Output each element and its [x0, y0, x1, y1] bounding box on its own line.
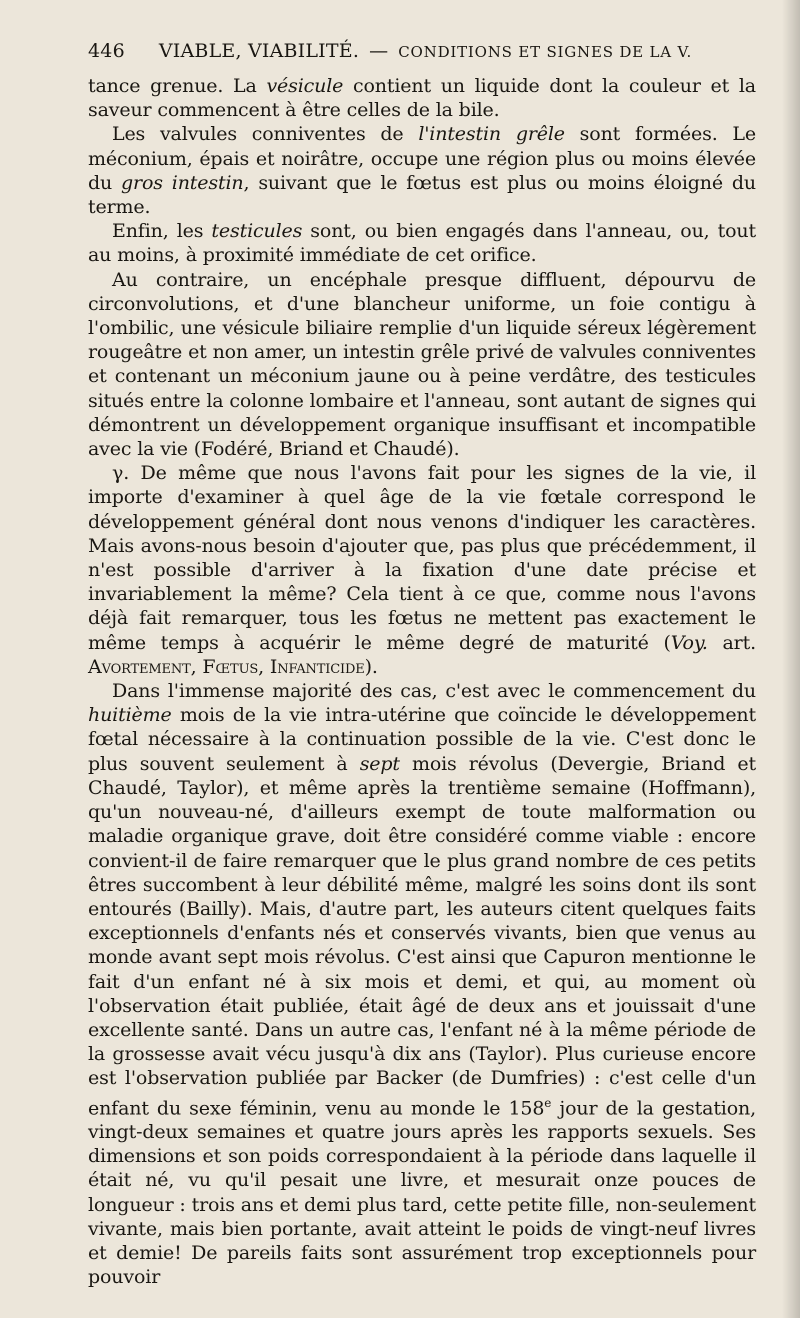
paragraph — [88, 679, 756, 1289]
page-edge-shadow — [782, 0, 800, 1318]
paragraph — [88, 268, 756, 462]
text-run: Enfin, les — [112, 220, 212, 243]
body-text — [88, 74, 756, 1289]
text-run: contient un liquide dont la couleur et la saveur commencent à être celles de la bile. — [88, 75, 756, 122]
italic-text: testicules — [211, 220, 303, 243]
paragraph — [88, 219, 756, 267]
text-run: γ. De même que nous l'avons fait pour les signes de la vie, il importe d'examiner à quel âge de la vie fœtale correspond le développement général dont nous venons d'indiquer les caractères. Mais avons-nous besoin d'ajouter que, pas plus que précédemment, il n'est possible d'arriver à la fixation d'une date précise et invariablement la même? Cela tient à ce que, comme nous l'avons déjà fait remarquer, tous les fœtus ne mettent pas exactement le même temps à acquérir le même degré de maturité ( — [88, 462, 756, 654]
paragraph — [88, 461, 756, 679]
italic-text: huitième — [88, 704, 172, 727]
text-run: Dans l'immense majorité des cas, c'est avec le commencement du — [112, 680, 756, 703]
text-run: ). — [364, 655, 378, 678]
small-caps-text: Avortement, Fœtus, Infanticide — [88, 655, 365, 678]
italic-text: l'intestin grêle — [418, 123, 565, 146]
running-header — [88, 40, 756, 62]
superscript: e — [544, 1095, 552, 1110]
text-run: tance grenue. La — [88, 75, 267, 97]
text-run: Les valvules conniventes de — [112, 123, 419, 146]
header-title: VIABLE, VIABILITÉ. — [158, 40, 360, 62]
text-run: art. — [707, 631, 756, 654]
text-run: mois de la vie intra-utérine que coïncide le développement fœtal nécessaire à la continuation possible de la vie. C'est donc le plus souvent seulement à — [88, 704, 756, 775]
header-dash: — — [369, 40, 389, 62]
text-run: Au contraire, un encéphale presque diffluent, dépourvu de circonvolutions, et d'une blancheur uniforme, un foie contigu à l'ombilic, une vésicule biliaire remplie d'un liquide séreux légèrement rougeâtre et non amer, un intestin grêle privé de valvules conniventes et contenant un méconium jaune ou à peine verdâtre, des testicules situés entre la colonne lombaire et l'anneau, sont autant de signes qui démontrent un développement organique insuffisant et incompatible avec la vie (Fodéré, Briand et Chaudé). — [88, 268, 756, 461]
text-run: sont, ou bien engagés dans l'anneau, ou, tout au moins, à proximité immédiate de cet orifice. — [88, 220, 756, 267]
text-run: mois révolus (Devergie, Briand et Chaudé, Taylor), et même après la trentième semaine (Hoffmann), qu'un nouveau-né, d'ailleurs exempt de toute malformation ou maladie organique grave, doit être considéré comme viable : encore convient-il de faire remarquer que le plus grand nombre de ces petits êtres succombent à leur débilité même, malgré les soins dont ils sont entourés (Bailly). Mais, d'autre part, les auteurs citent quelques faits exceptionnels d'enfants nés et conservés vivants, bien que venus au monde avant sept mois révolus. C'est ainsi que Capuron mentionne le fait d'un enfant né à six mois et demi, et qui, au moment où l'observation était publiée, était âgé de deux ans et jouissait d'une excellente santé. Dans un autre cas, l'enfant né à la même période de la grossesse avait vécu jusqu'à dix ans (Taylor). Plus curieuse encore est l'observation publiée par Backer (de Dumfries) : c'est celle d'un enfant du sexe féminin, venu au monde le 158 — [88, 752, 756, 1119]
text-run: sont formées. Le méconium, épais et noirâtre, occupe une région plus ou moins élevée du — [88, 123, 756, 194]
paragraph — [88, 74, 756, 122]
text-run: jour de la gestation, vingt-deux semaines et quatre jours après les rapports sexuels. Ses dimensions et son poids correspondaient à la période dans laquelle il était né, vu qu'il pesait une livre, et mesurait onze pouces de longueur : trois ans et demi plus tard, cette petite fille, non-seulement vivante, mais bien portante, avait atteint le poids de vingt-neuf livres et demie! De pareils faits sont assurément trop exceptionnels pour pouvoir — [88, 1096, 756, 1289]
italic-text: gros intestin — [121, 171, 244, 194]
header-subtitle: CONDITIONS ET SIGNES DE LA V. — [398, 43, 693, 61]
page-number: 446 — [88, 40, 125, 62]
paragraph — [88, 122, 756, 219]
italic-text: Voy. — [670, 631, 708, 654]
italic-text: sept — [359, 752, 400, 775]
italic-text: vésicule — [266, 75, 344, 97]
text-run: , suivant que le fœtus est plus ou moins éloigné du terme. — [88, 171, 756, 219]
